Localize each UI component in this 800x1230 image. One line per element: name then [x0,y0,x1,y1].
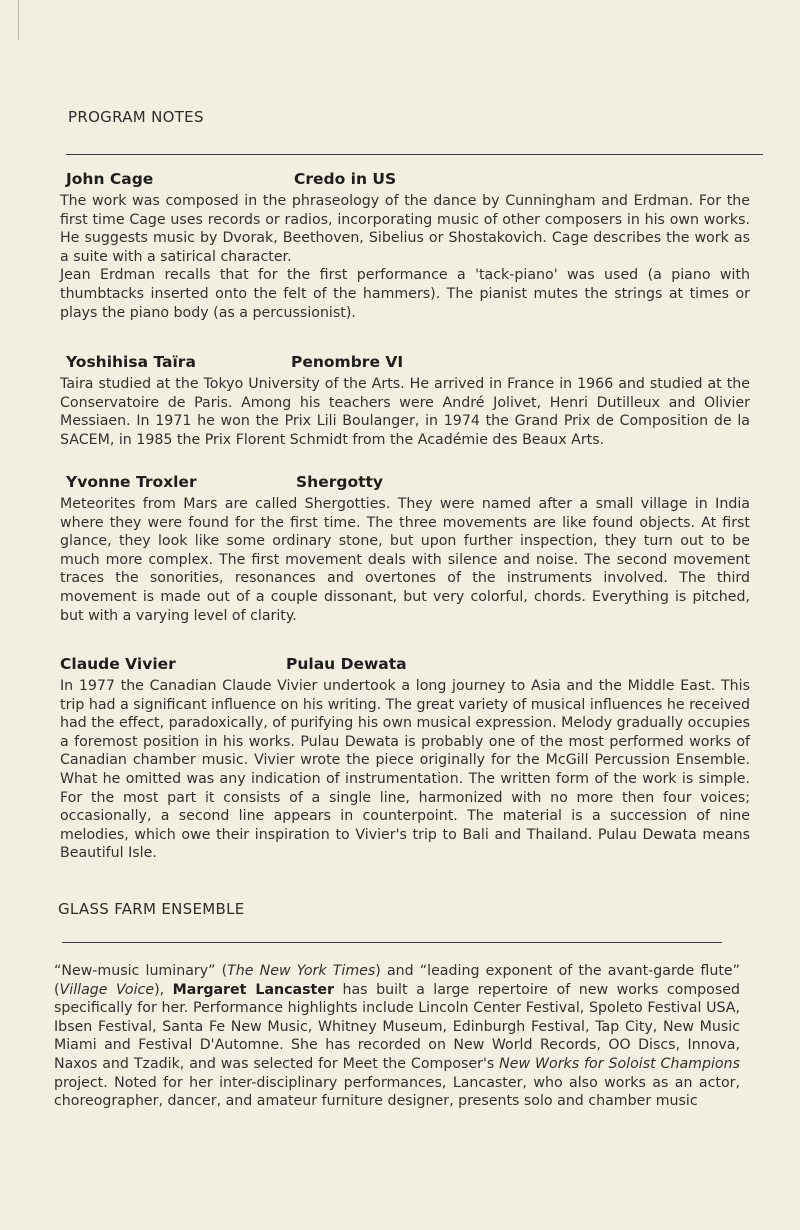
bio-paragraph [54,962,740,1111]
piece-notes [60,495,750,625]
ensemble-heading: GLASS FARM ENSEMBLE [58,900,245,918]
project-name: New Works for Soloist Champions [499,1055,740,1072]
piece-title: Penombre VI [291,353,404,371]
bio-run: project. Noted for her inter-disciplinary performances, Lancaster, who also works as an actor, choreographer, dancer, and amateur furniture designer, presents solo and chamber music [54,1074,740,1110]
bio-run: ), [154,981,173,998]
page-fold-line [18,0,19,40]
notes-paragraph: In 1977 the Canadian Claude Vivier undertook a long journey to Asia and the Middle East. This trip had a significant influence on his writing. The great variety of musical influences he received had the effect, paradoxically, of purifying his own musical expression. Melody gradually occupies a foremost position in his works. Pulau Dewata is probably one of the most performed works of Canadian chamber music. Vivier wrote the piece originally for the McGill Percussion Ensemble. What he omitted was any indication of instrumentation. The written form of the work is simple. For the most part it consists of a single line, harmonized with no more then four voices; occasionally, a second line appears in counterpoint. The material is a succession of nine melodies, which owe their inspiration to Vivier's trip to Bali and Thailand. Pulau Dewata means Beautiful Isle. [60,678,750,862]
ensemble-bio-text [54,962,740,1111]
bio-run: has built a large repertoire of new works composed specifically for her. Performance highlights include Lincoln Center Festival, Spoleto Festival USA, Ibsen Festival, Santa Fe New Music, Whitney Museum, Edinburgh Festival, Tap City, New Music Miami and Festival D'Automne. She has recorded on New World Records, OO Discs, Innova, Naxos and Tzadik, and was selected for Meet the Composer's [54,981,740,1072]
program-notes-heading: PROGRAM NOTES [68,108,204,126]
notes-paragraph: Taira studied at the Tokyo University of the Arts. He arrived in France in 1966 and studied at the Conservatoire de Paris. Among his teachers were André Jolivet, Henri Dutilleux and Olivier Messiaen. In 1971 he won the Prix Lili Boulanger, in 1974 the Grand Prix de Composition de la SACEM, in 1985 the Prix Florent Schmidt from the Académie des Beaux Arts. [60,376,750,448]
performer-name: Margaret Lancaster [172,981,334,998]
publication-name: Village Voice [59,981,155,998]
piece-pulau-dewata [60,655,750,863]
notes-paragraph: Jean Erdman recalls that for the first performance a 'tack-piano' was used (a piano with thumbtacks inserted onto the felt of the hammers). The pianist mutes the strings at times or plays the piano body (as a percussionist). [60,267,750,321]
composer-name: John Cage [66,170,154,188]
publication-name: The New York Times [227,963,376,979]
program-notes-divider [66,154,763,155]
piece-credo-in-us [60,170,750,322]
composer-name: Claude Vivier [60,655,176,673]
composer-name: Yoshihisa Taïra [66,353,196,371]
notes-paragraph: The work was composed in the phraseology of the dance by Cunningham and Erdman. For the first time Cage uses records or radios, incorporating music of other composers in his own works. He suggests music by Dvorak, Beethoven, Sibelius or Shostakovich. Cage describes the work as a suite with a satirical character. [60,193,750,265]
composer-name: Yvonne Troxler [66,473,197,491]
piece-title: Pulau Dewata [286,655,407,673]
ensemble-bio [54,962,740,1111]
piece-title: Shergotty [296,473,384,491]
piece-notes [60,375,750,449]
notes-paragraph: Meteorites from Mars are called Shergotties. They were named after a small village in India where they were found for the first time. The three movements are like found objects. At first glance, they look like some ordinary stone, but upon further inspection, they turn out to be much more complex. The first movement deals with silence and noise. The second movement traces the sonorities, resonances and overtones of the instruments involved. The third movement is made out of a couple dissonant, but very colorful, chords. Everything is pitched, but with a varying level of clarity. [60,496,750,624]
piece-notes [60,677,750,863]
ensemble-divider [62,942,722,943]
piece-shergotty [60,473,750,625]
bio-run: “New-music luminary” ( [54,963,228,979]
piece-penombre-vi [60,353,750,449]
piece-title: Credo in US [294,170,397,188]
piece-notes [60,192,750,322]
bio-run: ) and “leading exponent of the avant-garde flute” ( [54,963,740,998]
